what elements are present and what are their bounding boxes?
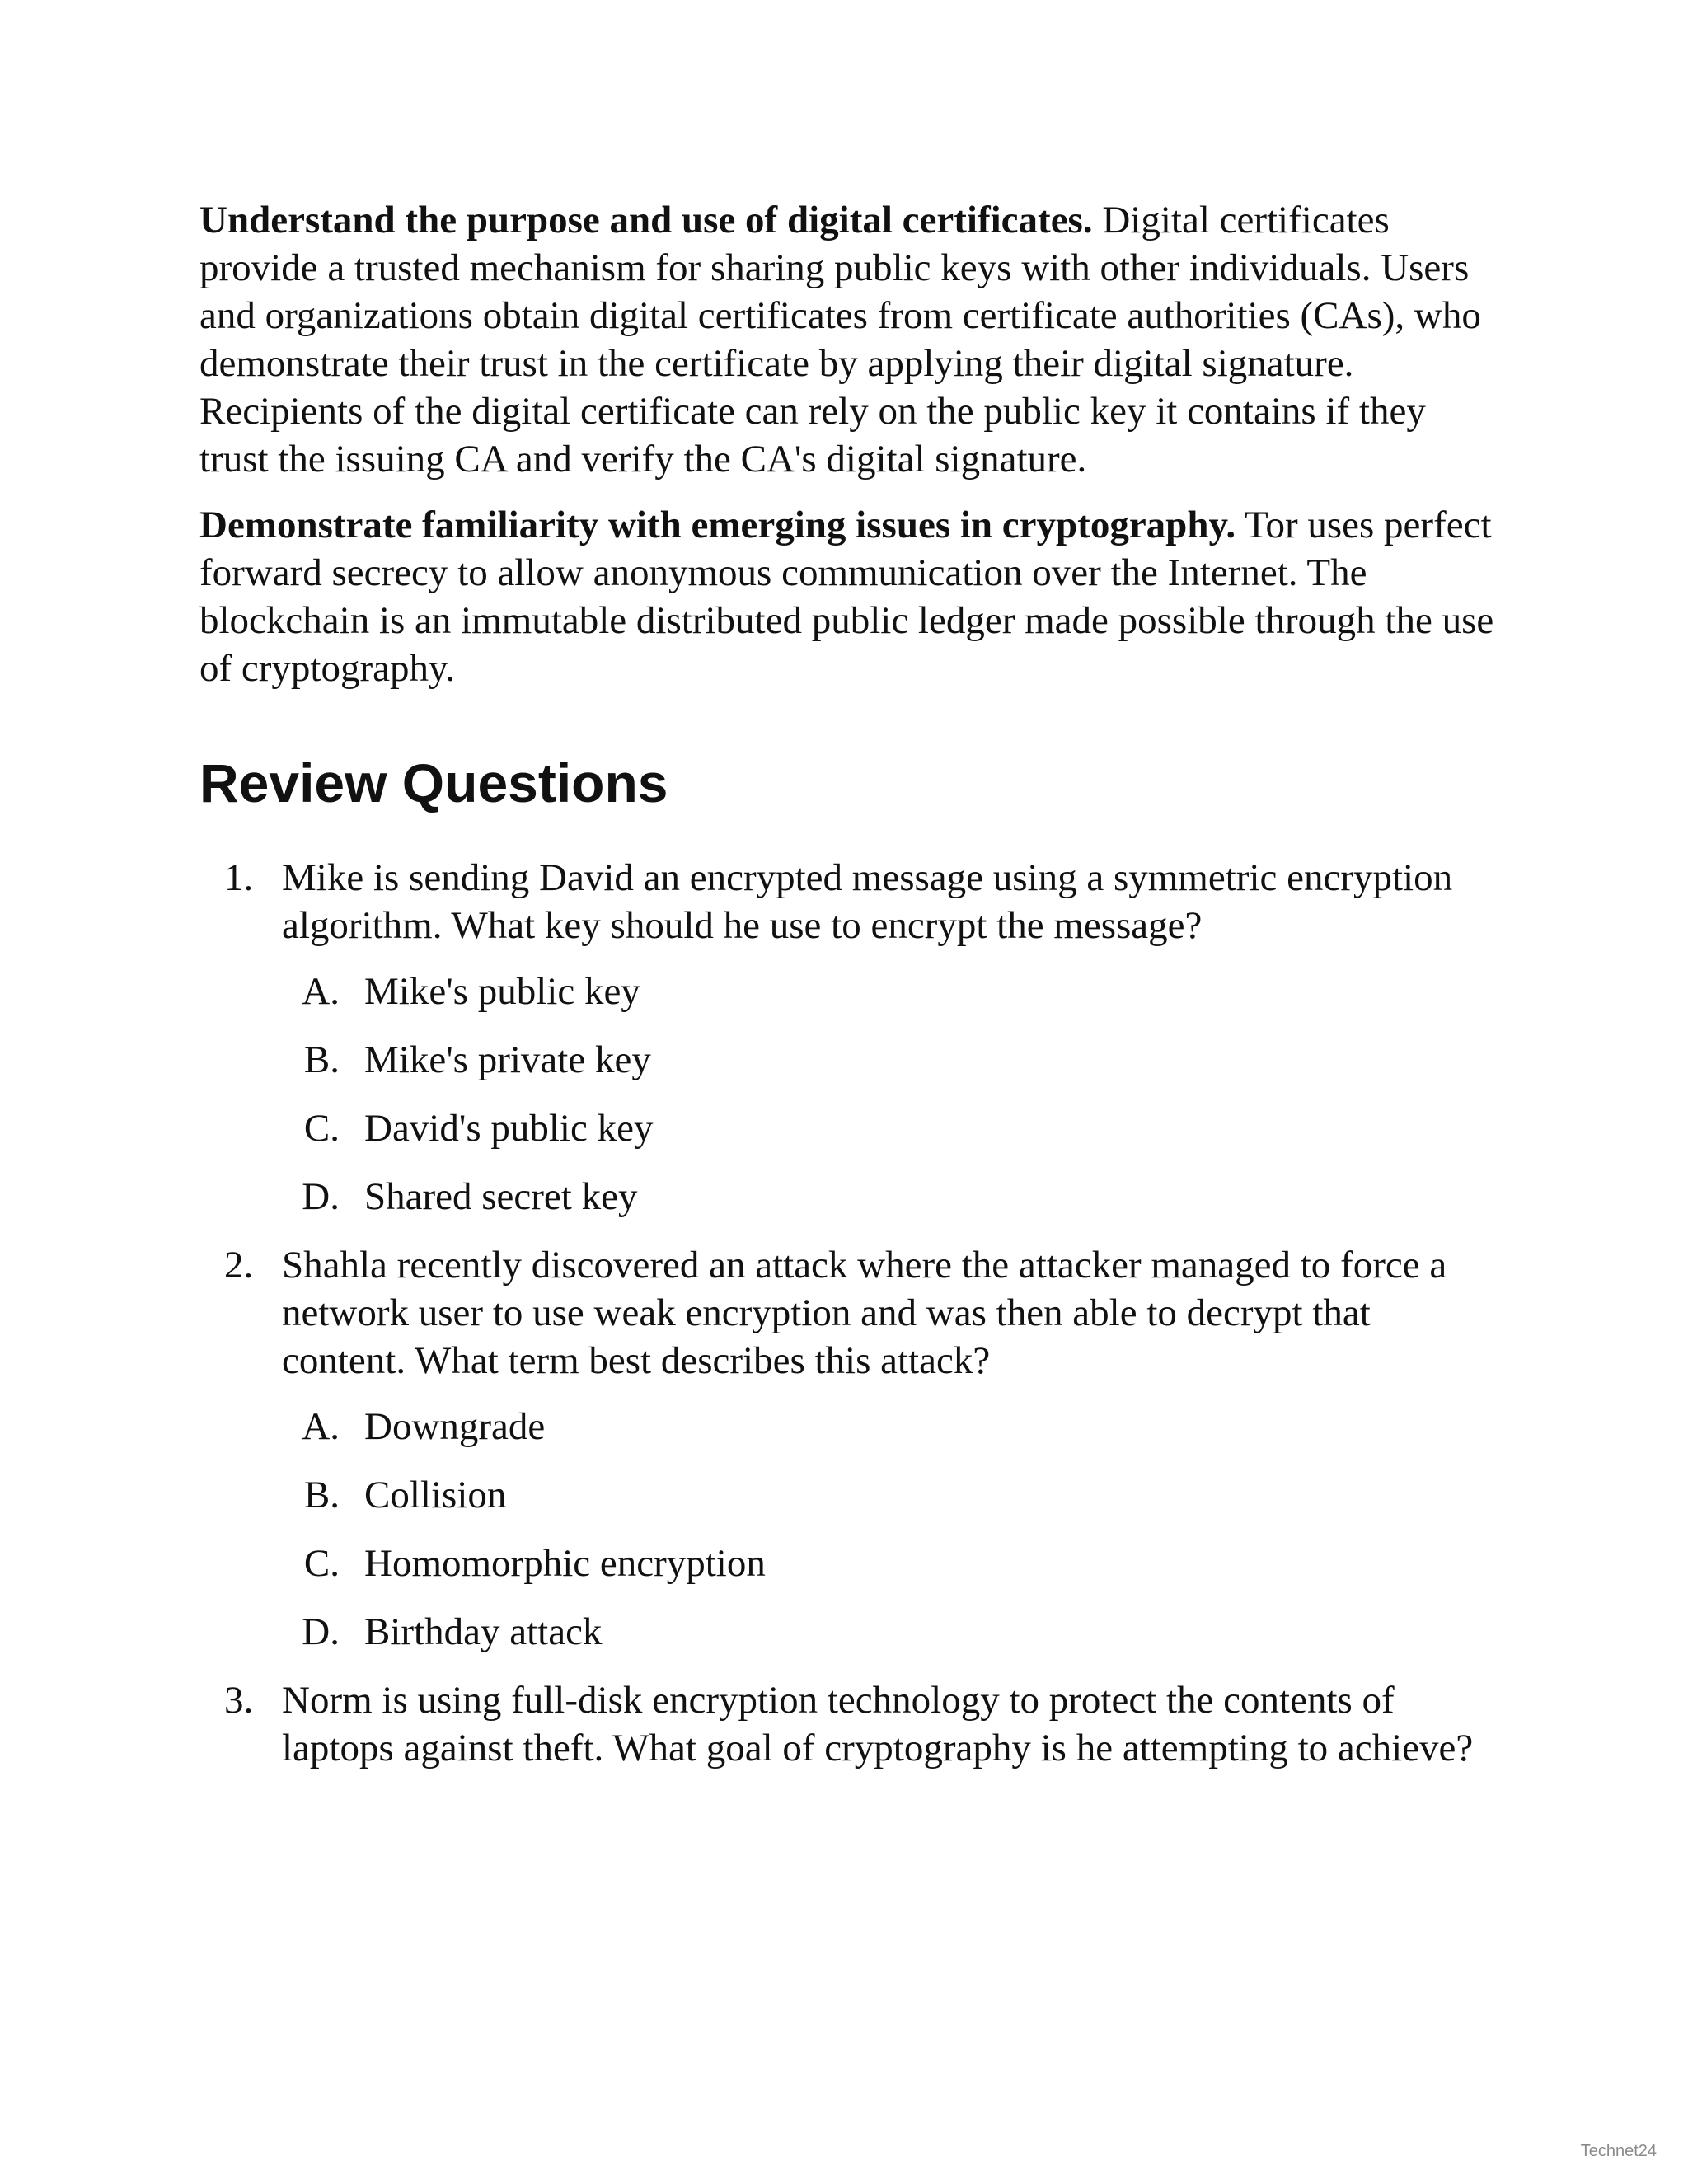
answer-option-c	[282, 1104, 1502, 1152]
option-letter: C.	[303, 1542, 340, 1585]
question-number: 1.	[224, 856, 254, 899]
question-number: 3.	[224, 1679, 254, 1722]
answer-option-a	[282, 1403, 1502, 1451]
watermark-text: Technet24	[1580, 2142, 1657, 2160]
question-text: Mike is sending David an encrypted message using a symmetric encryption algorithm. What key should he use to encrypt the message?	[282, 856, 1453, 947]
option-text: Homomorphic encryption	[364, 1542, 766, 1585]
question-1	[199, 854, 1502, 1221]
summary-lead-certificates: Understand the purpose and use of digital certificates.	[199, 199, 1093, 241]
option-letter: B.	[303, 1038, 340, 1081]
answer-option-d	[282, 1173, 1502, 1221]
option-text: Mike's private key	[364, 1038, 651, 1081]
answer-option-c	[282, 1540, 1502, 1587]
review-questions-list	[199, 854, 1502, 1772]
option-letter: D.	[302, 1175, 340, 1218]
summary-body-certificates: Digital certificates provide a trusted mechanism for sharing public keys with other individuals. Users and organizations obtain digital certificates from certificate authorities (CAs), who demonstrate their trust in the certificate by applying their digital signature. Recipients of the digital certificate can rely on the public key it contains if they trust the issuing CA and verify the CA's digital signature.	[199, 199, 1481, 480]
question-number: 2.	[224, 1244, 254, 1286]
option-letter: C.	[303, 1107, 340, 1150]
answer-option-d	[282, 1608, 1502, 1656]
option-text: Shared secret key	[364, 1175, 638, 1218]
option-letter: B.	[303, 1474, 340, 1516]
summary-body-emerging-issues: Tor uses perfect forward secrecy to allow anonymous communication over the Internet. The blockchain is an immutable distributed public ledger made possible through the use of cryptography.	[199, 504, 1494, 690]
question-2	[199, 1241, 1502, 1656]
question-text: Norm is using full-disk encryption technology to protect the contents of laptops against theft. What goal of cryptography is he attempting to achieve?	[282, 1679, 1474, 1769]
section-heading: Review Questions	[199, 752, 668, 813]
summary-paragraph-certificates	[199, 196, 1502, 483]
question-text: Shahla recently discovered an attack where the attacker managed to force a network user to use weak encryption and was then able to decrypt that content. What term best describes this attack?	[282, 1244, 1447, 1382]
option-text: Birthday attack	[364, 1610, 603, 1653]
answer-option-b	[282, 1036, 1502, 1084]
summary-lead-emerging-issues: Demonstrate familiarity with emerging issues in cryptography.	[199, 504, 1236, 546]
answer-option-b	[282, 1471, 1502, 1519]
option-letter: A.	[302, 970, 340, 1013]
option-text: Collision	[364, 1474, 507, 1516]
option-text: Downgrade	[364, 1405, 546, 1448]
answer-options	[282, 1403, 1502, 1656]
option-letter: A.	[302, 1405, 340, 1448]
page-content	[199, 196, 1502, 1783]
answer-options	[282, 968, 1502, 1221]
option-text: Mike's public key	[364, 970, 640, 1013]
summary-paragraph-emerging-issues	[199, 501, 1502, 692]
question-3	[199, 1676, 1502, 1772]
answer-option-a	[282, 968, 1502, 1015]
option-letter: D.	[302, 1610, 340, 1653]
option-text: David's public key	[364, 1107, 654, 1150]
